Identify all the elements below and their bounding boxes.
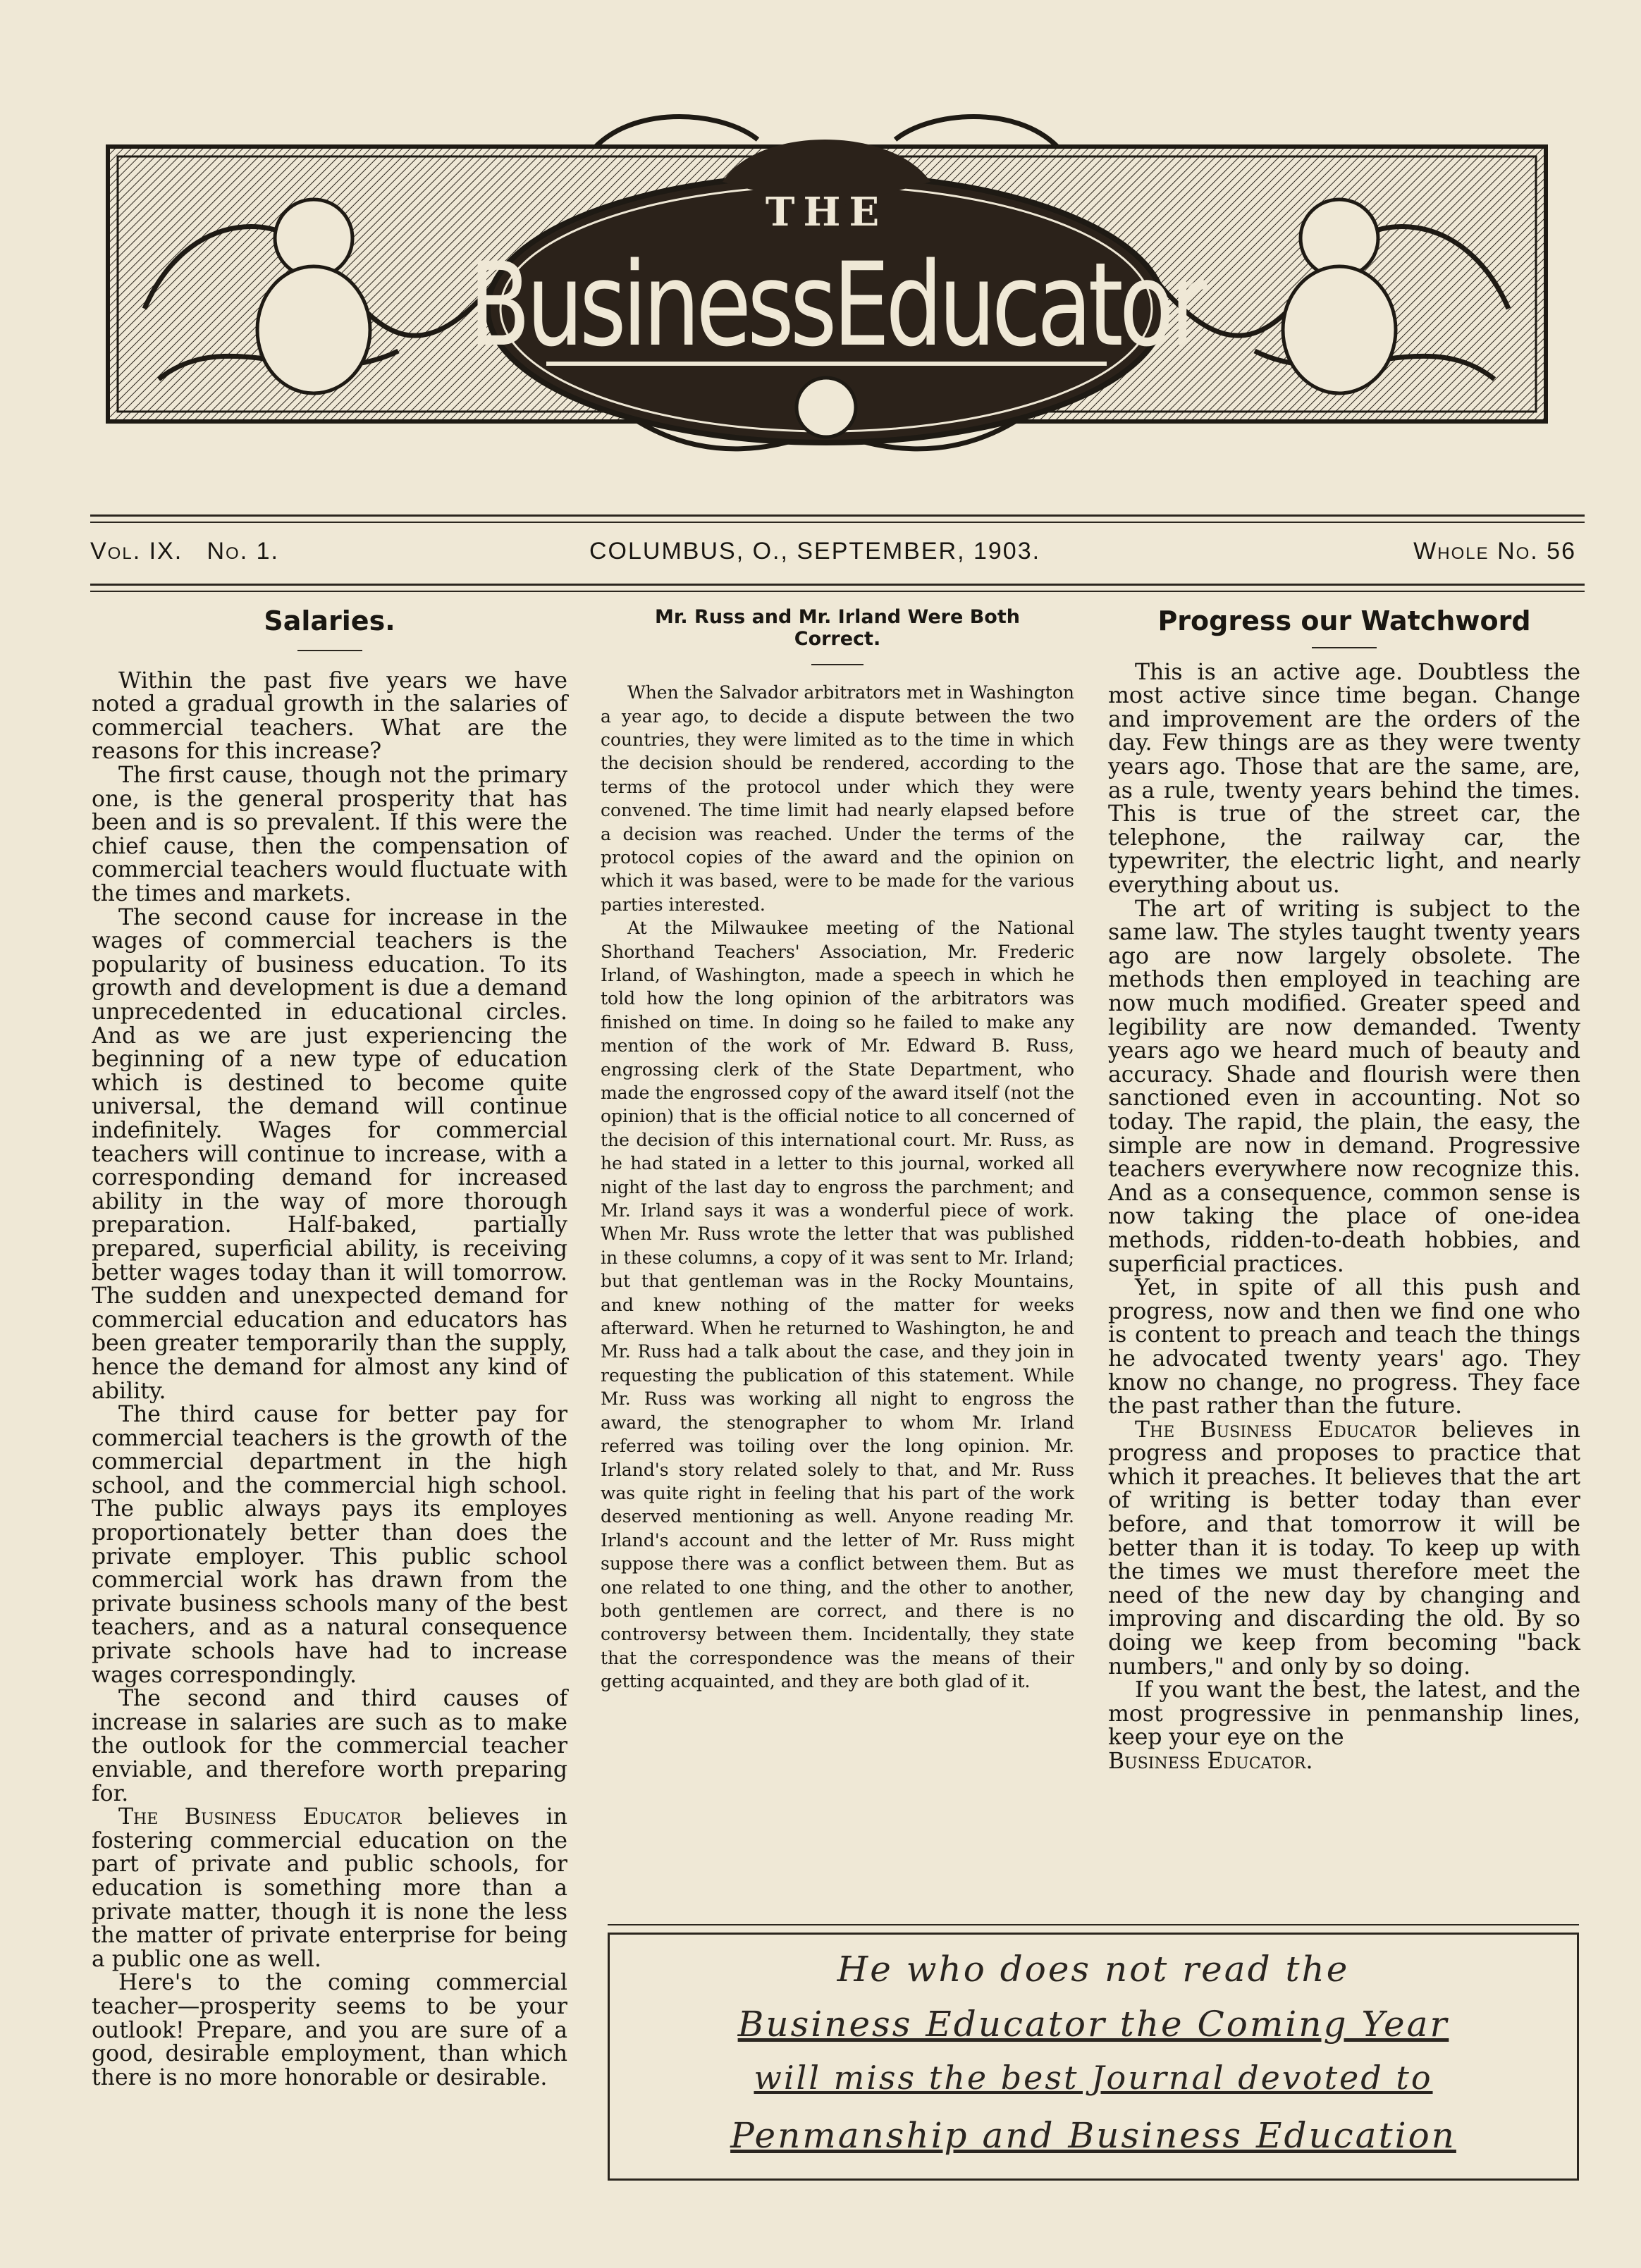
publication-name: The Business Educator — [118, 1804, 402, 1830]
article-salaries — [92, 606, 567, 2090]
script-line: will miss the best Journal devoted to — [754, 2059, 1433, 2097]
publication-name: Business Educator. — [1108, 1749, 1313, 1774]
paragraph — [92, 1806, 567, 1971]
paragraph: The second cause for increase in the wages of commercial teachers is the popularity of business education. To its growth and development is due a demand unprecedented in educational circles. And as we are just experiencing the beginning of a new type of education which is destined to become quite universal, the demand will continue indefinitely. Wages for commercial teachers will continue to increase, with a corresponding demand for increased ability in the way of more thorough preparation. Half-baked, partially prepared, superficial ability, is receiving better wages today than it will tomorrow. The sudden and unexpected demand for commercial education and educators has been greater temporarily than the supply, hence the demand for almost any kind of ability. — [92, 904, 567, 1404]
title-divider — [811, 664, 863, 665]
issue-dateline: COLUMBUS, O., SEPTEMBER, 1903. — [589, 538, 1041, 565]
signbox-top-rule — [608, 1924, 1579, 1925]
issue-whole-number: Whole No. 56 — [1413, 538, 1576, 565]
paragraph: This is an active age. Doubtless the most active since time began. Change and improvement are the orders of the day. Few things are as they were twenty years ago. Those that are the same, are, as a rule, twenty years behind the times. This is true of the street car, the telephone, the railway car, the typewriter, the electric light, and nearly everything about us. — [1108, 659, 1580, 899]
script-line: Business Educator the Coming Year — [737, 2004, 1449, 2045]
article-russ-irland — [601, 606, 1074, 1694]
title-divider — [297, 650, 362, 651]
script-line: He who does not read the — [837, 1949, 1350, 1990]
paragraph: Yet, in spite of all this push and progress, now and then we find one who is content to preach and teach the things he advocated twenty years' ago. They know no change, no progress. They face the past rather than the future. — [1108, 1275, 1580, 1419]
paragraph: At the Milwaukee meeting of the National Shorthand Teachers' Association, Mr. Frederic Irland, of Washington, made a speech in which he told how the long opinion of the arbitrators was finished on time. In doing so he failed to make any mention of the work of Mr. Edward B. Russ, engrossing clerk of the State Department, who made the engrossed copy of the award itself (not the opinion) that is the official notice to all concerned of the decision of this international court. Mr. Russ, as he had stated in a letter to this journal, worked all night of the last day to engross the parchment; and Mr. Irland says it was a wonderful piece of work. When Mr. Russ wrote the letter that was published in these columns, a copy of it was sent to Mr. Irland; but that gentleman was in the Rocky Mountains, and knew nothing of the matter for weeks afterward. When he returned to Washington, he and Mr. Russ had a talk about the case, and they join in requesting the publication of this statement. While Mr. Russ was working all night to engross the award, the stenographer to whom Mr. Irland referred was toiling over the long opinion. Mr. Irland's story related solely to that, and Mr. Russ was quite right in feeling that his part of the work deserved mentioning as well. Anyone reading Mr. Irland's account and the letter of Mr. Russ might suppose there was a conflict between them. But as one related to one thing, and the other to another, both gentlemen are correct, and there is no controversy between them. Incidentally, they state that the correspondence was the means of their getting acquainted, and they are both glad of it. — [601, 918, 1074, 1692]
paragraph: The first cause, though not the primary one, is the general prosperity that has been and is so prevalent. If this were the chief cause, then the compensation of commercial teachers would fluctuate with the times and markets. — [92, 763, 567, 907]
paragraph-text: If you want the best, the latest, and the most progressive in penmanship lines, keep your eye on the — [1108, 1677, 1580, 1751]
rule-top-2 — [90, 522, 1585, 523]
paragraph: Within the past five years we have noted a gradual growth in the salaries of commercial teachers. What are the reasons for this increase? — [92, 667, 567, 765]
article-title: Salaries. — [264, 605, 395, 636]
rule-bottom-1 — [90, 584, 1585, 586]
script-line: Penmanship and Business Education — [730, 2115, 1456, 2156]
masthead-the: THE — [765, 189, 888, 235]
paragraph: The third cause for better pay for commercial teachers is the growth of the commercial department in the high school, and the commercial high school. The public always pays its employes proportionately better than does the private employer. This public school commercial work has drawn from the private business schools many of the best teachers, and as a natural consequence private schools have had to increase wages correspondingly. — [92, 1402, 567, 1688]
rule-top-1 — [90, 514, 1585, 517]
paragraph: The art of writing is subject to the same law. The styles taught twenty years ago are now largely obsolete. The methods then employed in teaching are now much modified. Greater speed and legibility are now demanded. Twenty years ago we heard much of beauty and accuracy. Shade and flourish were then sanctioned even in accounting. Not so today. The rapid, the plain, the easy, the simple are now in demand. Progressive teachers everywhere now recognize this. And as a consequence, common sense is now taking the place of one-idea methods, ridden-to-death hobbies, and superficial practices. — [1108, 896, 1580, 1277]
title-line: Correct. — [794, 628, 881, 651]
article-progress — [1108, 606, 1580, 1774]
paragraph: When the Salvador arbitrators met in Washington a year ago, to decide a dispute between the two countries, they were limited as to the time in which the decision should be rendered, according to the terms of the protocol under which they were convened. The time limit had nearly elapsed before a decision was reached. Under the terms of the protocol copies of the award and the opinion on which it was based, were to be made for the various parties interested. — [601, 682, 1074, 915]
masthead — [102, 97, 1551, 471]
paragraph — [1108, 1419, 1580, 1680]
paragraph-text: believes in progress and proposes to practice that which it preaches. It believes that the art of writing is better today than ever before, and that tomorrow it will be better than it is today. To keep up with the times we must therefore meet the need of the new day by changing and improving and discarding the old. By so doing we keep from becoming "back numbers," and only by so doing. — [1108, 1417, 1581, 1680]
masthead-title: BusinessEducator — [469, 238, 1203, 373]
number: No. 1. — [207, 538, 279, 565]
script-advertisement-box — [608, 1933, 1579, 2181]
rule-bottom-2 — [90, 591, 1585, 592]
paragraph: The second and third causes of increase in salaries are such as to make the outlook for the commercial teacher enviable, and therefore worth preparing for. — [92, 1686, 567, 1806]
paragraph — [1108, 1679, 1580, 1773]
volume: Vol. IX. — [90, 538, 183, 565]
publication-name: The Business Educator — [1135, 1417, 1417, 1443]
article-title — [601, 606, 1074, 650]
paragraph: Here's to the coming commercial teacher—prosperity seems to be your outlook! Prepare, and you are sure of a good, desirable employment, than which there is no more honorable or desirable. — [92, 1970, 567, 2090]
title-divider — [1312, 647, 1377, 648]
issue-volume — [90, 530, 279, 572]
paragraph-text: believes in fostering commercial education on the part of private and public schools, for education is something more than a private matter, though it is none the less the matter of private enterprise for being a public one as well. — [92, 1804, 568, 1972]
article-title: Progress our Watchword — [1157, 605, 1531, 636]
title-line: Mr. Russ and Mr. Irland Were Both — [655, 606, 1020, 628]
